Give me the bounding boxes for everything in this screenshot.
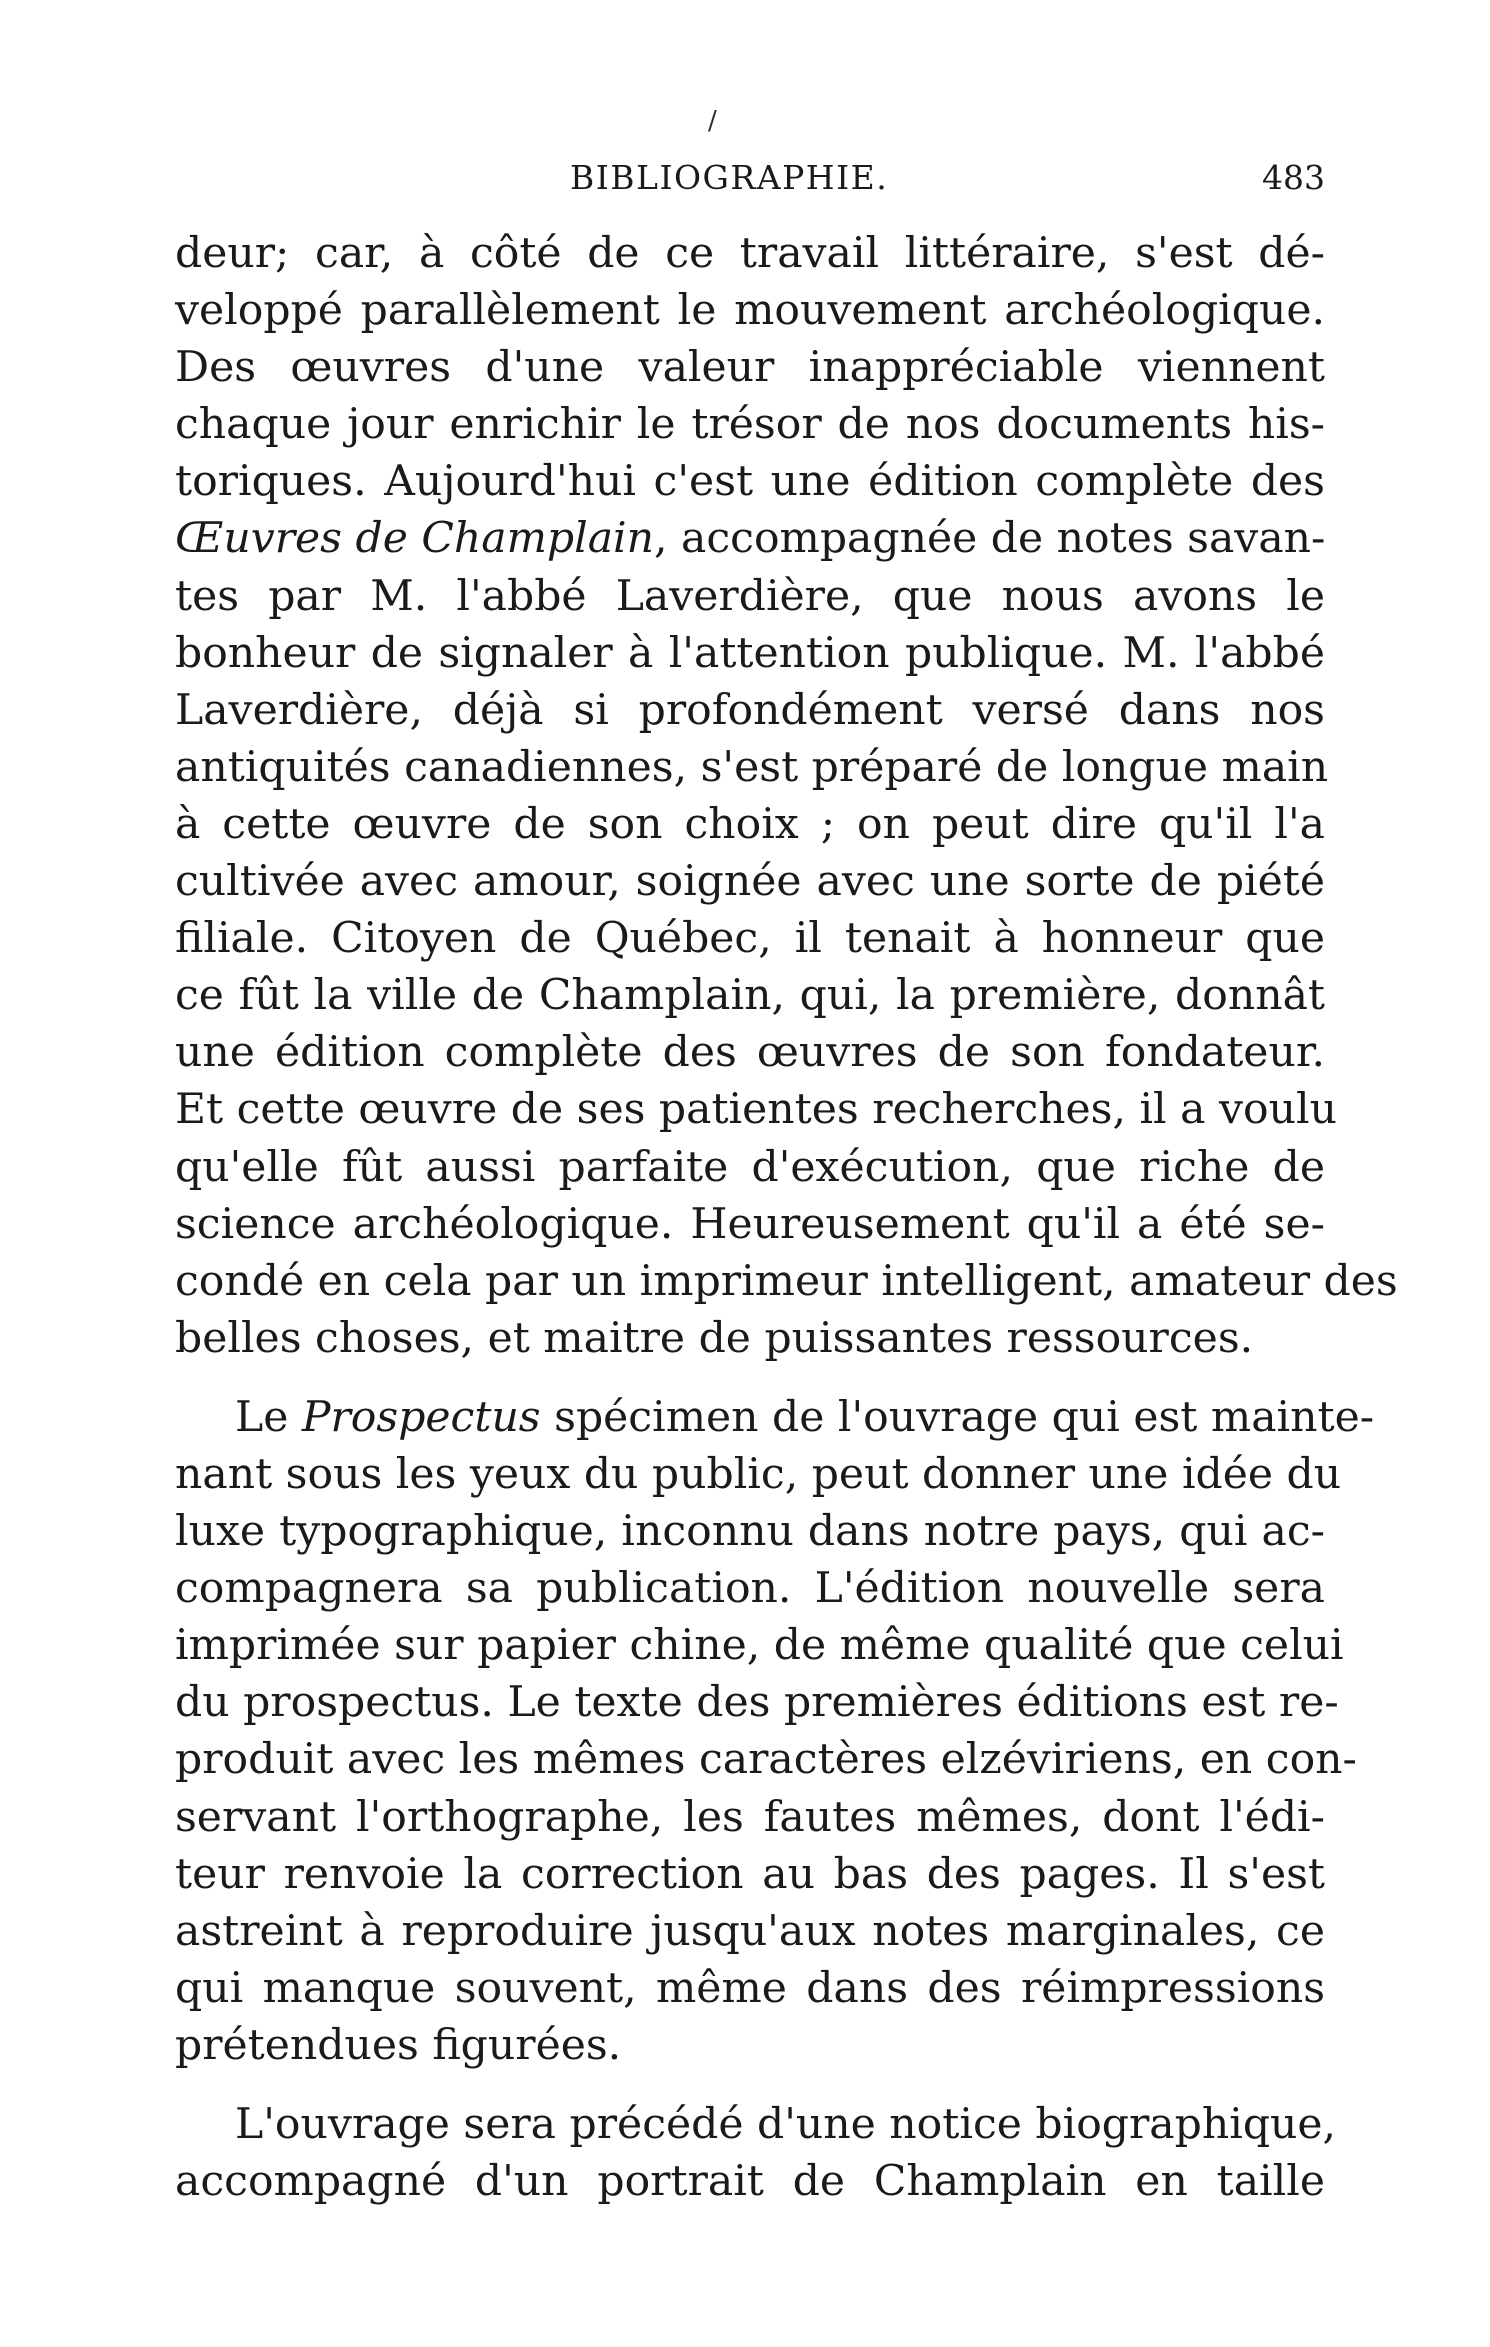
text-line: accompagné d'un portrait de Champlain en taille: [175, 2157, 1325, 2207]
text-line: Des œuvres d'une valeur inappréciable viennent: [175, 343, 1325, 393]
text-line: astreint à reproduire jusqu'aux notes marginales, ce: [175, 1906, 1325, 1956]
text-line: chaque jour enrichir le trésor de nos documents his-: [175, 400, 1325, 450]
text-line: servant l'orthographe, les fautes mêmes, dont l'édi-: [175, 1792, 1325, 1842]
text-line: qui manque souvent, même dans des réimpressions: [175, 1963, 1325, 2013]
paragraph-3: [175, 2096, 1337, 2210]
text-line-with-italic-title: [175, 1389, 1375, 1446]
page-header: [175, 150, 1325, 200]
text-line: filiale. Citoyen de Québec, il tenait à honneur que: [175, 914, 1325, 964]
text-line-with-italic-title: [175, 510, 1325, 567]
text-line: Et cette œuvre de ses patientes recherches, il a voulu: [175, 1085, 1337, 1135]
paragraph-gap: [175, 1367, 1325, 1389]
text-line: teur renvoie la correction au bas des pages. Il s'est: [175, 1849, 1325, 1899]
text-line: nant sous les yeux du public, peut donner une idée du: [175, 1449, 1342, 1499]
text-line: veloppé parallèlement le mouvement archéologique.: [175, 286, 1325, 336]
top-mark: /: [708, 106, 717, 136]
line-remainder: , accompagnée de notes savan-: [654, 514, 1326, 564]
paragraph-gap: [175, 2074, 1325, 2096]
text-line: imprimée sur papier chine, de même qualité que celui: [175, 1621, 1344, 1671]
page-number: 483: [1262, 158, 1325, 197]
italic-title: Œuvres de Champlain: [175, 514, 654, 564]
line-remainder: spécimen de l'ouvrage qui est mainte-: [540, 1392, 1375, 1442]
text-line: luxe typographique, inconnu dans notre pays, qui ac-: [175, 1507, 1325, 1557]
text-line: toriques. Aujourd'hui c'est une édition complète des: [175, 457, 1325, 507]
line-lead: Le: [235, 1392, 302, 1442]
text-line: bonheur de signaler à l'attention publique. M. l'abbé: [175, 628, 1325, 678]
text-line: qu'elle fût aussi parfaite d'exécution, que riche de: [175, 1142, 1325, 1192]
running-title: BIBLIOGRAPHIE.: [570, 158, 889, 197]
text-line: prétendues figurées.: [175, 2020, 622, 2070]
text-line: cultivée avec amour, soignée avec une sorte de piété: [175, 857, 1325, 907]
paragraph-2: [175, 1389, 1375, 2074]
paragraph-1: [175, 225, 1398, 1367]
text-line: L'ouvrage sera précédé d'une notice biographique,: [235, 2100, 1337, 2149]
text-line: compagnera sa publication. L'édition nouvelle sera: [175, 1564, 1325, 1614]
text-line: tes par M. l'abbé Laverdière, que nous avons le: [175, 571, 1325, 621]
body-text: [175, 225, 1398, 2210]
text-line: à cette œuvre de son choix ; on peut dire qu'il l'a: [175, 799, 1325, 849]
text-line: deur; car, à côté de ce travail littéraire, s'est dé-: [175, 229, 1325, 278]
text-line: belles choses, et maitre de puissantes ressources.: [175, 1313, 1254, 1363]
text-line: antiquités canadiennes, s'est préparé de longue main: [175, 742, 1329, 792]
text-line: du prospectus. Le texte des premières éditions est re-: [175, 1678, 1339, 1728]
text-line: condé en cela par un imprimeur intelligent, amateur des: [175, 1256, 1398, 1306]
text-line: produit avec les mêmes caractères elzéviriens, en con-: [175, 1735, 1357, 1785]
text-line: science archéologique. Heureusement qu'il a été se-: [175, 1199, 1325, 1249]
text-line: Laverdière, déjà si profondément versé dans nos: [175, 685, 1325, 735]
italic-title: Prospectus: [301, 1392, 541, 1442]
text-line: une édition complète des œuvres de son fondateur.: [175, 1028, 1325, 1078]
text-line: ce fût la ville de Champlain, qui, la première, donnât: [175, 971, 1325, 1021]
